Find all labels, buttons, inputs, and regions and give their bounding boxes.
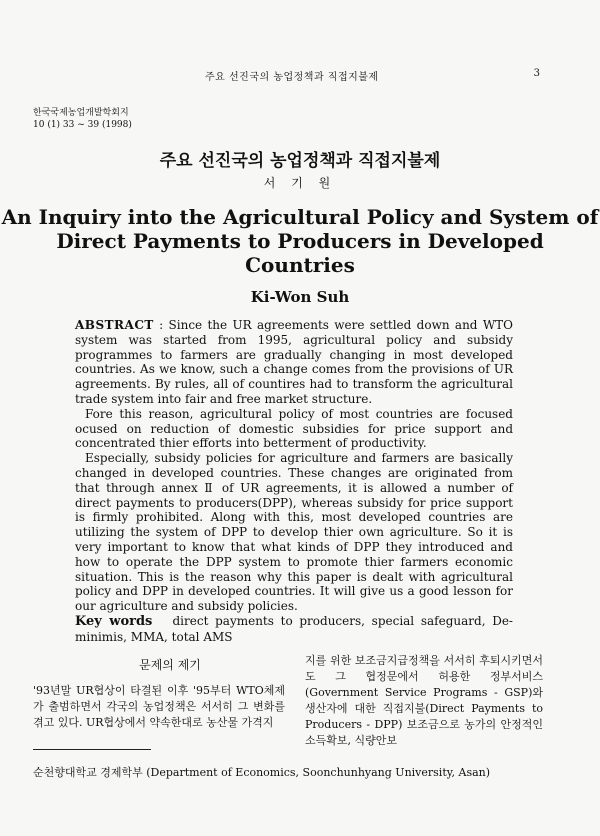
abstract-paragraph-2: Fore this reason, agricultural policy of most countries are focused ocused on reduction of domestic subsidies for price support and concentrated thier efforts into betterment of productivity. [75, 406, 513, 451]
page-number: 3 [533, 68, 540, 79]
journal-info [33, 107, 132, 131]
journal-name: 한국국제농업개발학회지 [33, 108, 129, 118]
abstract-paragraph-3: Especially, subsidy policies for agriculture and farmers are basically changed in developed countries. These changes are originated from that through annex Ⅱ of UR agreements, it is allowed a number of direct payments to producers(DPP), whereas subsidy for price support is firmly prohibited. Along with this, most developed countries are utilizing the system of DPP to develop thier own agriculture. So it is very important to know that what kinds of DPP they introduced and how to operate the DPP system to promote thier farmers economic situation. This is the reason why this paper is dealt with agricultural policy and DPP in developed countries. It will give us a good lesson for our agriculture and subsidy policies. [75, 451, 513, 614]
abstract-paragraph-1: ABSTRACT : Since the UR agreements were settled down and WTO system was started from 1995, agricultural policy and subsidy programmes to farmers are gradually changing in most developed countries. As we know, such a change comes from the provisions of UR agreements. By rules, all of countires had to transform the agricultural trade system into fair and free market structure. [75, 318, 513, 406]
keywords [75, 614, 513, 645]
right-column-text: 지를 위한 보조금지급정책을 서서히 후퇴시키면서도 그 협정문에서 허용한 정부서비스(Government Service Programs - GSP)와 생산자에 대한 직접지불(Direct Payments to Producers - DPP) 보조금으로 농가의 안정적인 소득확보, 식량안보 [305, 654, 543, 747]
right-column [305, 653, 543, 749]
journal-citation: 10 (1) 33 ~ 39 (1998) [33, 120, 132, 130]
abstract-text-1: Since the UR agreements were settled down and WTO system was started from 1995, agricultural policy and subsidy programmes to farmers are gradually changing in most developed countries. As we know, such a change comes from the provisions of UR agreements. By rules, all of countires had to transform the agricultural trade system into fair and free market structure. [75, 318, 513, 406]
english-author: Ki-Won Suh [250, 288, 350, 306]
footnote: 순천향대학교 경제학부 (Department of Economics, Soonchunhyang University, Asan) [33, 766, 491, 779]
footnote-divider [33, 749, 151, 750]
left-column [33, 683, 285, 731]
left-column-text: '93년말 UR협상이 타결된 이후 '95부터 WTO체제가 출범하면서 각국의 농업정책은 서서히 그 변화를 겪고 있다. UR협상에서 약속한대로 농산물 가격지 [33, 684, 285, 729]
abstract [75, 318, 513, 645]
english-title: An Inquiry into the Agricultural Policy and System of Direct Payments to Producers in Developed Countries [1, 205, 599, 277]
keywords-label: Key words [75, 613, 153, 629]
abstract-label: ABSTRACT [75, 318, 154, 332]
section-heading: 문제의 제기 [139, 658, 201, 672]
keywords-text: direct payments to producers, special safeguard, De-minimis, MMA, total AMS [75, 613, 513, 644]
korean-title: 주요 선진국의 농업정책과 직접지불제 [159, 151, 441, 171]
running-head: 주요 선진국의 농업정책과 직접지불제 [205, 72, 379, 83]
korean-author: 서 기 원 [263, 176, 337, 190]
